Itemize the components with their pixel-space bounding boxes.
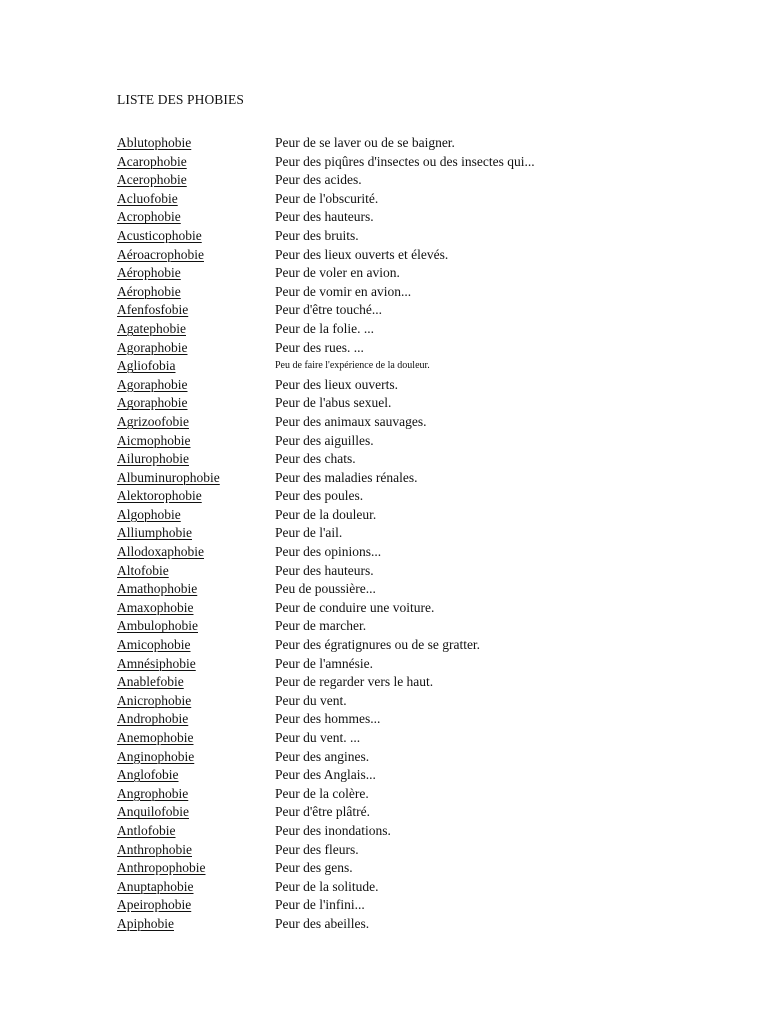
list-item xyxy=(117,283,717,302)
list-item xyxy=(117,915,717,934)
list-item xyxy=(117,450,717,469)
phobia-term: Apiphobie xyxy=(117,915,174,931)
phobia-definition: Peur de l'amnésie. xyxy=(275,655,374,671)
phobia-definition: Peur des acides. xyxy=(275,172,362,188)
phobia-definition: Peur de marcher. xyxy=(275,618,367,634)
phobia-term: Acusticophobie xyxy=(117,227,202,243)
phobia-definition: Peur des lieux ouverts et élevés. xyxy=(275,246,449,262)
phobia-definition: Peu de poussière... xyxy=(275,581,376,597)
phobia-definition: Peur des poules. xyxy=(275,488,364,504)
phobia-definition: Peur des aiguilles. xyxy=(275,432,374,448)
phobia-definition: Peur de la douleur. xyxy=(275,506,377,522)
phobia-definition: Peur des hommes... xyxy=(275,711,381,727)
list-item xyxy=(117,673,717,692)
phobia-term: Anthropophobie xyxy=(117,860,206,876)
list-item xyxy=(117,376,717,395)
phobia-definition: Peur des égratignures ou de se gratter. xyxy=(275,637,481,653)
list-item xyxy=(117,246,717,265)
phobia-term: Anemophobie xyxy=(117,730,194,745)
list-item xyxy=(117,487,717,506)
phobia-definition: Peur de la colère. xyxy=(275,785,369,801)
phobia-term: Albuminurophobie xyxy=(117,469,220,485)
phobia-definition: Peur des chats. xyxy=(275,451,356,467)
phobia-definition: Peur de voler en avion. xyxy=(275,265,400,281)
phobia-definition: Peur de conduire une voiture. xyxy=(275,599,435,615)
phobia-definition: Peur de la folie. ... xyxy=(275,320,374,336)
phobia-definition: Peur des inondations. xyxy=(275,822,391,838)
list-item xyxy=(117,208,717,227)
phobia-definition: Peur de l'abus sexuel. xyxy=(275,395,392,411)
phobia-term: Amnésiphobie xyxy=(117,655,196,671)
phobia-term: Amathophobie xyxy=(117,581,198,597)
list-item xyxy=(117,543,717,562)
list-item xyxy=(117,562,717,581)
document-title: LISTE DES PHOBIES xyxy=(117,92,244,107)
phobia-definition: Peur des piqûres d'insectes ou des insectes qui... xyxy=(275,153,535,169)
list-item xyxy=(117,432,717,451)
list-item xyxy=(117,134,717,153)
phobia-term: Agoraphobie xyxy=(117,376,188,392)
phobia-term: Aérophobie xyxy=(117,265,181,281)
list-item xyxy=(117,469,717,488)
phobia-term: Aérophobie xyxy=(117,283,181,299)
list-item xyxy=(117,748,717,767)
phobia-definition: Peur de regarder vers le haut. xyxy=(275,674,434,690)
phobia-definition: Peur de l'ail. xyxy=(275,525,343,541)
phobia-term: Acrophobie xyxy=(117,209,181,225)
phobia-term: Algophobie xyxy=(117,506,181,522)
list-item xyxy=(117,339,717,358)
phobia-term: Aicmophobie xyxy=(117,432,191,448)
phobia-term: Amicophobie xyxy=(117,637,191,653)
phobia-definition: Peur des lieux ouverts. xyxy=(275,376,398,392)
phobia-term: Anicrophobie xyxy=(117,692,192,708)
list-item xyxy=(117,841,717,860)
phobia-term: Acarophobie xyxy=(117,153,187,169)
list-item xyxy=(117,859,717,878)
list-item xyxy=(117,822,717,841)
list-item xyxy=(117,878,717,897)
list-item xyxy=(117,580,717,599)
phobia-term: Agoraphobie xyxy=(117,395,188,411)
phobia-term: Apeirophobie xyxy=(117,897,192,913)
list-item xyxy=(117,506,717,525)
phobia-term: Aéroacrophobie xyxy=(117,246,204,262)
phobia-term: Altofobie xyxy=(117,562,169,578)
phobia-list xyxy=(117,134,717,934)
phobia-term: Anginophobie xyxy=(117,748,195,764)
phobia-term: Agliofobia xyxy=(117,358,176,374)
list-item xyxy=(117,171,717,190)
phobia-term: Ambulophobie xyxy=(117,618,198,634)
list-item xyxy=(117,766,717,785)
phobia-term: Angrophobie xyxy=(117,785,189,801)
phobia-definition: Peur des maladies rénales. xyxy=(275,469,418,485)
list-item xyxy=(117,320,717,339)
phobia-definition: Peur des bruits. xyxy=(275,227,359,243)
phobia-term: Acerophobie xyxy=(117,172,187,188)
list-item xyxy=(117,357,717,376)
phobia-definition: Peur des angines. xyxy=(275,748,370,764)
phobia-definition: Peur de l'infini... xyxy=(275,897,365,913)
phobia-definition: Peur de l'obscurité. xyxy=(275,190,379,206)
phobia-term: Anuptaphobie xyxy=(117,878,194,894)
phobia-definition: Peur de vomir en avion... xyxy=(275,283,412,299)
phobia-definition: Peur d'être plâtré. xyxy=(275,804,371,820)
phobia-term: Amaxophobie xyxy=(117,599,194,615)
phobia-term: Alliumphobie xyxy=(117,525,192,541)
list-item xyxy=(117,729,717,748)
list-item xyxy=(117,803,717,822)
phobia-definition: Peur du vent. xyxy=(275,692,347,708)
phobia-definition: Peur du vent. ... xyxy=(275,730,361,745)
list-item xyxy=(117,655,717,674)
phobia-definition: Peu de faire l'expérience de la douleur. xyxy=(275,360,430,372)
phobia-term: Anthrophobie xyxy=(117,841,192,857)
list-item xyxy=(117,524,717,543)
list-item xyxy=(117,301,717,320)
phobia-definition: Peur des hauteurs. xyxy=(275,209,374,225)
phobia-term: Anglofobie xyxy=(117,767,179,783)
phobia-definition: Peur des opinions... xyxy=(275,544,382,560)
phobia-definition: Peur de la solitude. xyxy=(275,878,379,894)
phobia-term: Antlofobie xyxy=(117,822,176,838)
phobia-definition: Peur des gens. xyxy=(275,860,353,876)
phobia-term: Agrizoofobie xyxy=(117,413,189,429)
list-item xyxy=(117,413,717,432)
list-item xyxy=(117,785,717,804)
phobia-definition: Peur des abeilles. xyxy=(275,915,370,931)
list-item xyxy=(117,896,717,915)
phobia-term: Agoraphobie xyxy=(117,339,188,355)
phobia-definition: Peur d'être touché... xyxy=(275,302,383,318)
phobia-definition: Peur des hauteurs. xyxy=(275,562,374,578)
list-item xyxy=(117,394,717,413)
phobia-definition: Peur de se laver ou de se baigner. xyxy=(275,135,455,150)
phobia-term: Anablefobie xyxy=(117,674,184,690)
list-item xyxy=(117,227,717,246)
phobia-definition: Peur des Anglais... xyxy=(275,767,376,783)
phobia-term: Allodoxaphobie xyxy=(117,544,204,560)
list-item xyxy=(117,599,717,618)
phobia-term: Anquilofobie xyxy=(117,804,189,820)
phobia-term: Androphobie xyxy=(117,711,189,727)
phobia-definition: Peur des rues. ... xyxy=(275,339,364,355)
phobia-term: Acluofobie xyxy=(117,190,178,206)
phobia-term: Agatephobie xyxy=(117,320,186,336)
list-item xyxy=(117,636,717,655)
list-item xyxy=(117,153,717,172)
phobia-term: Ablutophobie xyxy=(117,135,192,150)
list-item xyxy=(117,190,717,209)
phobia-term: Alektorophobie xyxy=(117,488,202,504)
phobia-term: Afenfosfobie xyxy=(117,302,189,318)
list-item xyxy=(117,710,717,729)
list-item xyxy=(117,617,717,636)
list-item xyxy=(117,692,717,711)
phobia-term: Ailurophobie xyxy=(117,451,189,467)
list-item xyxy=(117,264,717,283)
phobia-definition: Peur des animaux sauvages. xyxy=(275,413,427,429)
phobia-definition: Peur des fleurs. xyxy=(275,841,359,857)
